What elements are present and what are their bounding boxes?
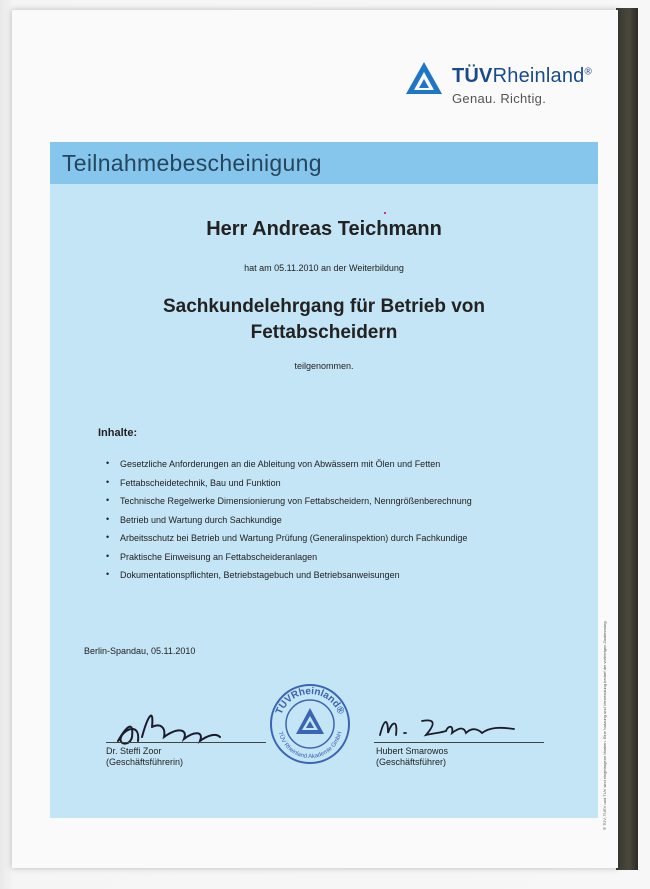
svg-text:TÜV Rheinland Akademie GmbH: TÜV Rheinland Akademie GmbH [276, 731, 344, 761]
bullet-icon: • [106, 458, 110, 468]
course-title-line-1: Sachkundelehrgang für Betrieb von [163, 296, 485, 317]
list-item: • Arbeitsschutz bei Betrieb und Wartung Prüfung (Generalinspektion) durch Fachkundige [106, 532, 468, 543]
contents-heading: Inhalte: [98, 427, 138, 439]
bullet-icon: • [106, 532, 110, 542]
tuv-seal [268, 682, 352, 766]
brand-name: TÜVRheinland® [452, 65, 593, 87]
bullet-icon: • [106, 550, 110, 561]
contents-list [106, 459, 472, 589]
intro-text: hat am 05.11.2010 an der Weiterbildung [244, 263, 404, 273]
tuv-logo [404, 56, 604, 111]
signer-right: Hubert Smarowos (Geschäftsführer) [376, 746, 449, 767]
bullet-icon: • [106, 513, 110, 524]
signature-line-right [374, 742, 544, 743]
list-item: • Dokumentationspflichten, Betriebstagebuch und Betriebsanweisungen [106, 569, 400, 580]
recipient-name: Herr Andreas Teichmann [206, 218, 442, 240]
bullet-icon: • [106, 495, 110, 505]
list-item: • Fettabscheidetechnik, Bau und Funktion [106, 476, 281, 488]
trademark-note: ® TÜV, TUEV und TUV sind eingetragene Marken. Eine Nutzung und Verwendung bedarf der vorherigen Zustimmung. [602, 620, 607, 830]
signature-right [374, 705, 534, 750]
course-title [50, 294, 598, 346]
tuv-triangle-icon [404, 60, 444, 98]
course-title-line-2: Fettabscheidern [250, 322, 398, 343]
list-item: • Technische Regelwerke Dimensionierung von Fettabscheidern, Nenngrößenberechnung [106, 495, 472, 506]
title-bar [50, 142, 598, 184]
bullet-icon: • [106, 476, 110, 487]
signature-left [108, 697, 238, 752]
participated-text: teilgenommen. [294, 361, 354, 371]
signer-left: Dr. Steffi Zoor (Geschäftsführerin) [106, 746, 184, 767]
list-item: • Praktische Einweisung an Fettabscheideranlagen [106, 550, 318, 562]
speck [384, 212, 386, 214]
svg-text:TÜVRheinland®: TÜVRheinland® [273, 685, 347, 717]
certificate-paper [12, 10, 618, 868]
certificate-panel [50, 142, 598, 818]
brand-slogan: Genau. Richtig. [452, 91, 547, 106]
bullet-icon: • [106, 569, 110, 579]
list-item: • Betrieb und Wartung durch Sachkundige [106, 513, 282, 525]
list-item: • Gesetzliche Anforderungen an die Ableitung von Abwässern mit Ölen und Fetten [106, 458, 441, 469]
place-date: Berlin-Spandau, 05.11.2010 [84, 646, 196, 656]
certificate-title: Teilnahmebescheinigung [62, 150, 322, 176]
signature-line-left [106, 742, 266, 743]
scan-edge [616, 8, 638, 870]
